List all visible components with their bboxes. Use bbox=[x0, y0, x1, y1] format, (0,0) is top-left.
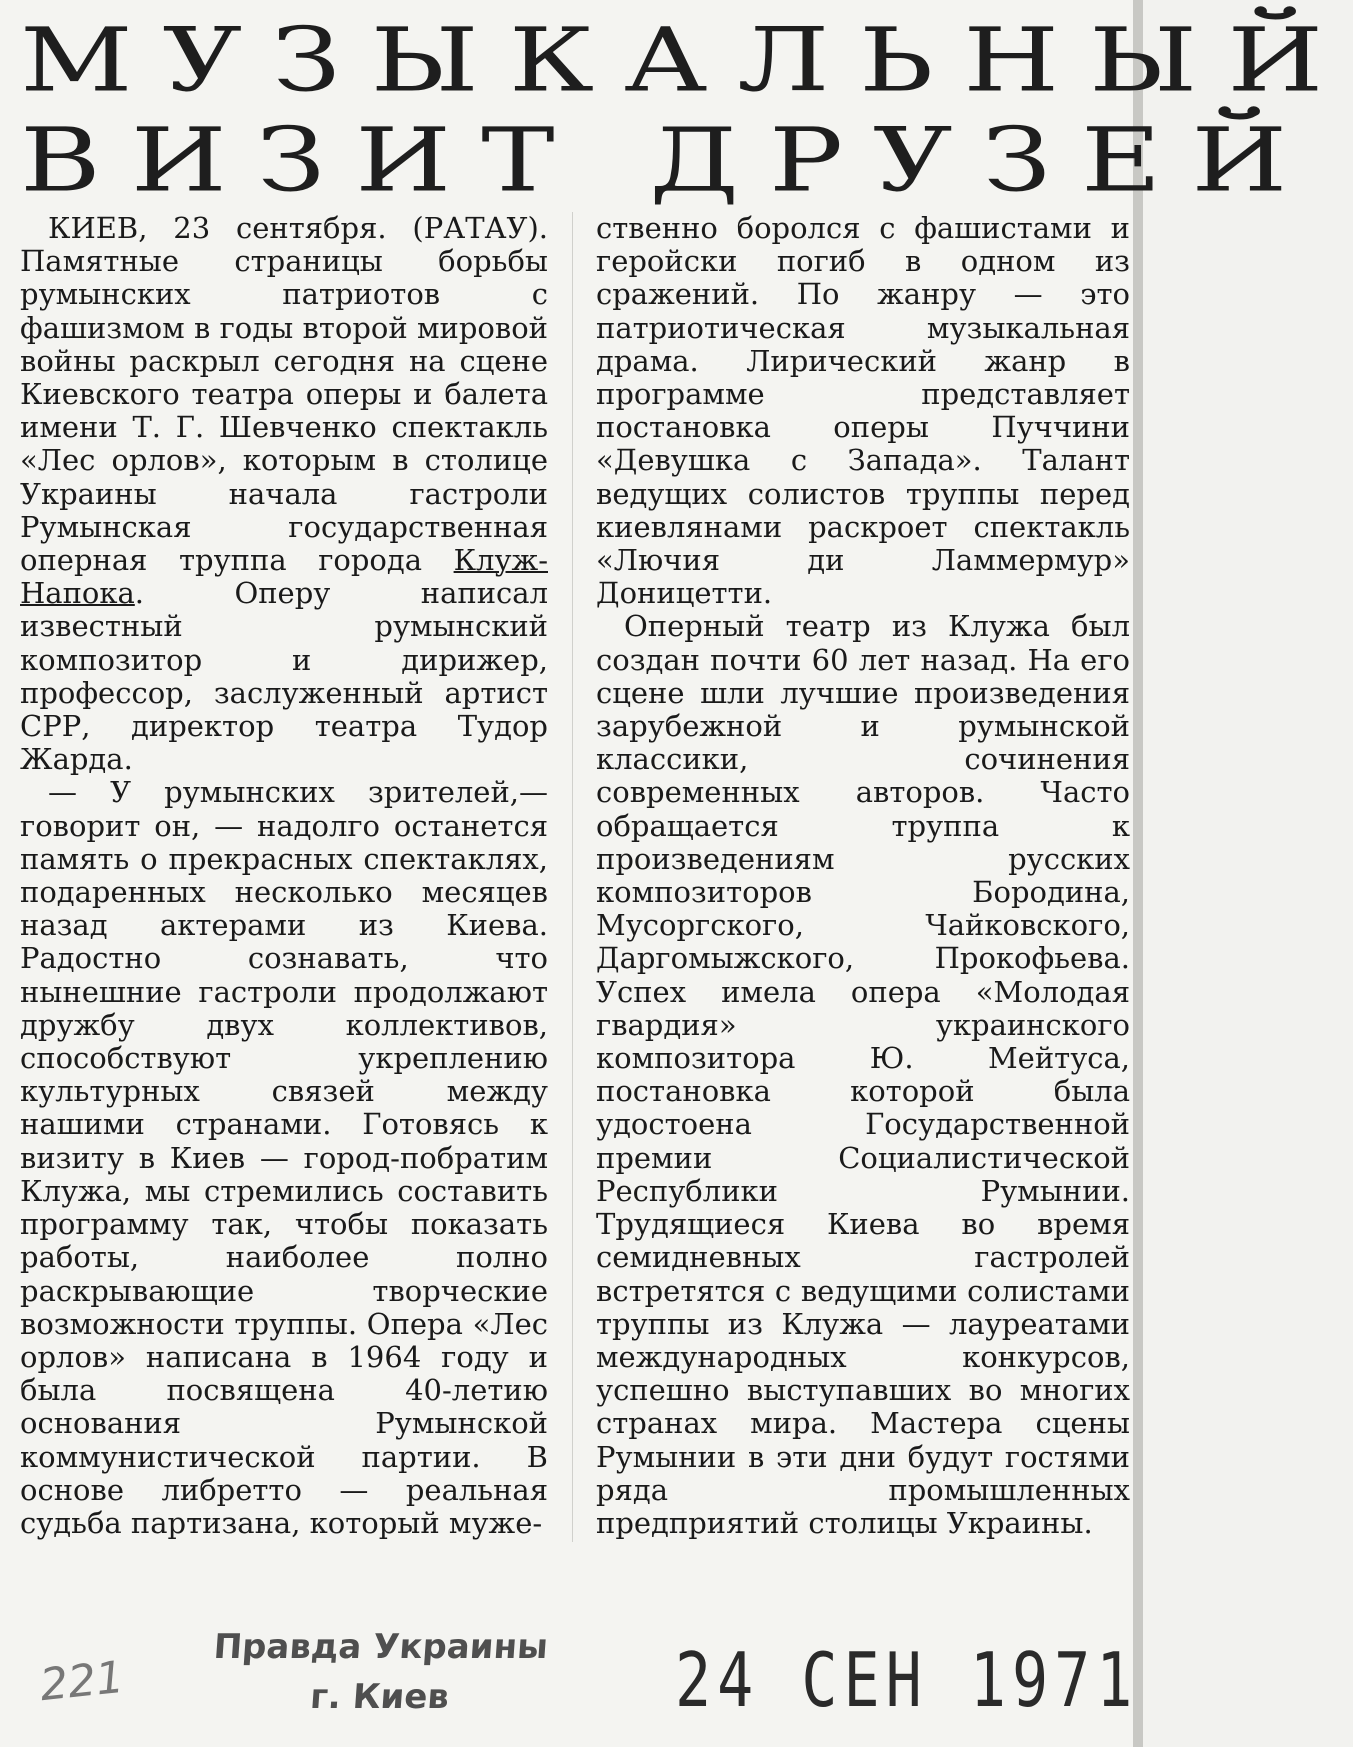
handwritten-note: 221 bbox=[37, 1651, 127, 1712]
underlined-city-name: Клуж-Напока bbox=[20, 543, 548, 611]
archive-footer bbox=[0, 1590, 1143, 1740]
stamp-city: г. Киев bbox=[308, 1677, 451, 1717]
article-paragraph bbox=[20, 212, 548, 776]
date-stamp: 24 СЕН 1971 bbox=[675, 1637, 1139, 1725]
article-paragraph: Оперный театр из Клужа был создан почти 60 лет назад. На его сцене шли лучшие произведения зарубежной и румынской классики, сочинения современных авторов. Часто обращается труппа к произведениям русских композиторов Бородина, Мусоргского, Чайковского, Даргомыжского, Прокофьева. Успех имела опера «Молодая гвардия» украинского композитора Ю. Мейтуса, постановка которой была удостоена Государственной премии Социалистической Республики Румынии. Трудящиеся Киева во время семидневных гастролей встретятся с ведущими солистами труппы из Клужа — лауреатами международных конкурсов, успешно выступавших во многих странах мира. Мастера сцены Румынии в эти дни будут гостями ряда промышленных предприятий столицы Украины. bbox=[596, 609, 1130, 1540]
article-paragraph: — У румынских зрителей,— говорит он, — надолго останется память о прекрасных спектаклях, подаренных несколько месяцев назад актерами из Киева. Радостно сознавать, что нынешние гастроли продолжают дружбу двух коллективов, способствуют укреплению культурных связей между нашими странами. Готовясь к визиту в Киев — город-побратим Клужа, мы стремились составить программу так, чтобы показать работы, наиболее полно раскрывающие творческие возможности труппы. Опера «Лес орлов» написана в 1964 году и была посвящена 40-летию основания Румынской коммунистической партии. В основе либретто — реальная судьба партизана, который муже- bbox=[20, 775, 548, 1540]
headline-line-2: ВИЗИТ ДРУЗЕЙ bbox=[20, 108, 1318, 212]
dateline: КИЕВ, 23 сентября. (РАТАУ). bbox=[48, 211, 548, 245]
column-divider bbox=[572, 212, 573, 1542]
stamp-newspaper-name: Правда Украины bbox=[212, 1627, 550, 1667]
paragraph-text: Памятные страницы борьбы румынских патриотов с фашизмом в годы второй мировой войны раскрыл сегодня на сцене Киевского театра оперы и балета имени Т. Г. Шевченко спектакль «Лес орлов», которым в столице Украины начала гастроли Румынская государственная оперная труппа города bbox=[20, 244, 548, 578]
article-column-left bbox=[20, 212, 548, 1540]
article-column-right bbox=[596, 212, 1130, 1540]
article-paragraph: ственно боролся с фашистами и геройски погиб в одном из сражений. По жанру — это патриотическая музыкальная драма. Лирический жанр в программе представляет постановка оперы Пуччини «Девушка с Запада». Талант ведущих солистов труппы перед киевлянами раскроет спектакль «Лючия ди Ламмермур» Доницетти. bbox=[596, 211, 1130, 611]
paragraph-text: . Оперу написал известный румынский композитор и дирижер, профессор, заслуженный артист СРР, директор театра Тудор Жарда. bbox=[20, 576, 548, 777]
headline-line-1: МУЗЫКАЛЬНЫЙ bbox=[20, 8, 1353, 112]
source-stamp bbox=[209, 1622, 550, 1722]
